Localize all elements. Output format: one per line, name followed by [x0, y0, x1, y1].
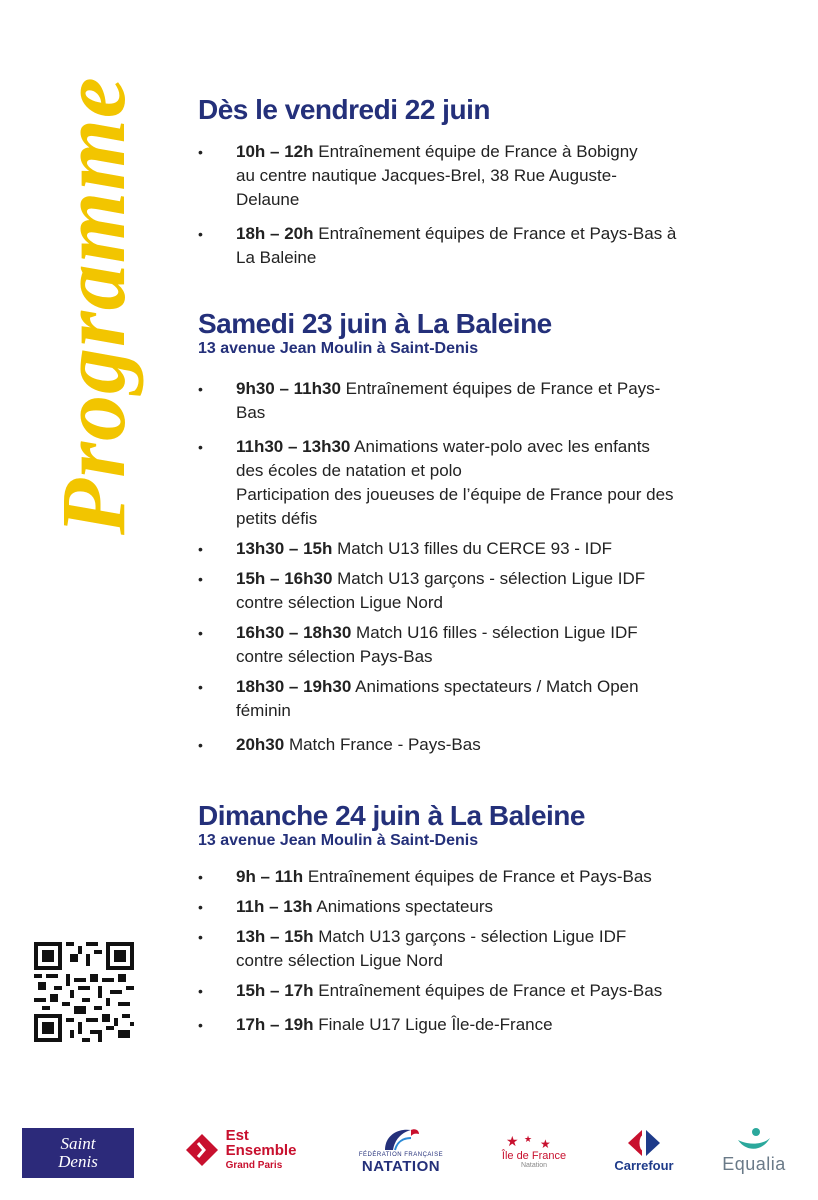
item-text: Entraînement équipes de France et Pays-Bas — [307, 866, 652, 886]
est-ensemble-icon — [184, 1132, 220, 1168]
item-text: contre sélection Pays-Bas — [236, 646, 433, 666]
ile-de-france-natation-logo — [486, 1118, 582, 1182]
time-range: 9h – 11h — [236, 866, 304, 886]
list-item — [198, 621, 778, 669]
list-item — [198, 979, 778, 1003]
list-item — [198, 537, 778, 561]
logo-text: NATATION — [361, 1157, 441, 1175]
time-range: 16h30 – 18h30 — [236, 622, 352, 642]
time-range: 15h – 16h30 — [236, 568, 333, 588]
list-item — [198, 1013, 778, 1037]
section-friday — [198, 94, 778, 270]
time-range: 20h30 — [236, 734, 285, 754]
logo-text: Ensemble — [225, 1141, 297, 1159]
equalia-icon — [734, 1126, 774, 1154]
section-address: 13 avenue Jean Moulin à Saint-Denis — [198, 832, 479, 850]
item-text: petits défis — [236, 508, 318, 528]
list-item — [198, 140, 778, 212]
schedule-list — [198, 865, 778, 1037]
svg-text:★: ★ — [524, 1134, 533, 1145]
section-address: 13 avenue Jean Moulin à Saint-Denis — [198, 340, 479, 358]
item-text: Entraînement équipe de France à Bobigny — [318, 142, 638, 162]
section-title: Dimanche 24 juin à La Baleine — [198, 800, 585, 831]
item-text: Match France - Pays-Bas — [288, 734, 481, 754]
item-text: Finale U17 Ligue Île-de-France — [318, 1014, 553, 1034]
list-item — [198, 925, 778, 973]
vertical-title: Programme — [42, 76, 144, 535]
list-item — [198, 435, 778, 531]
list-item — [198, 567, 778, 615]
item-text: Delaune — [236, 190, 300, 210]
list-item — [198, 222, 778, 270]
item-text: Animations water-polo avec les enfants — [354, 436, 650, 456]
time-range: 17h – 19h — [236, 1014, 314, 1034]
item-text: Participation des joueuses de l’équipe de France pour des — [236, 484, 674, 504]
equalia-logo — [706, 1118, 802, 1182]
item-text: Match U13 garçons - sélection Ligue IDF — [337, 568, 646, 588]
time-range: 15h – 17h — [236, 980, 314, 1000]
logo-text: Île de France — [501, 1149, 567, 1162]
logo-text: Grand Paris — [225, 1159, 283, 1171]
item-text: Entraînement équipes de France et Pays-Bas — [318, 980, 663, 1000]
stars-icon — [504, 1132, 564, 1150]
item-text: féminin — [236, 700, 291, 720]
item-text: Entraînement équipes de France et Pays-Bas à — [318, 224, 677, 244]
logo-text: Saint — [60, 1134, 96, 1153]
logo-text: Equalia — [722, 1153, 786, 1174]
item-text: La Baleine — [236, 248, 317, 268]
list-item — [198, 675, 778, 723]
list-item — [198, 865, 778, 889]
logo-text: Est — [225, 1126, 249, 1144]
time-range: 11h30 – 13h30 — [236, 436, 351, 456]
item-text: contre sélection Ligue Nord — [236, 950, 443, 970]
item-text: Match U16 filles - sélection Ligue IDF — [356, 622, 638, 642]
rooster-icon — [381, 1126, 421, 1152]
section-saturday — [198, 308, 778, 757]
carrefour-icon — [626, 1128, 662, 1158]
logo-text: Denis — [58, 1152, 98, 1171]
qr-code[interactable] — [34, 942, 134, 1042]
time-range: 13h – 15h — [236, 926, 314, 946]
schedule-list — [198, 140, 778, 270]
logo-text: Carrefour — [614, 1157, 674, 1173]
section-title: Dès le vendredi 22 juin — [198, 94, 490, 125]
natation-logo — [338, 1118, 464, 1182]
item-text: Animations spectateurs / Match Open — [355, 676, 639, 696]
item-text: Match U13 filles du CERCE 93 - IDF — [337, 538, 613, 558]
list-item — [198, 377, 778, 425]
item-text: contre sélection Ligue Nord — [236, 592, 443, 612]
saint-denis-logo — [22, 1128, 134, 1178]
section-sunday — [198, 800, 778, 1037]
list-item — [198, 895, 778, 919]
item-text: Entraînement équipes de France et Pays- — [345, 378, 661, 398]
logo-text: Natation — [520, 1161, 548, 1169]
item-text: des écoles de natation et polo — [236, 460, 462, 480]
time-range: 13h30 – 15h — [236, 538, 333, 558]
item-text: Match U13 garçons - sélection Ligue IDF — [318, 926, 627, 946]
item-text: Bas — [236, 402, 266, 422]
schedule-list — [198, 377, 778, 757]
time-range: 18h – 20h — [236, 224, 314, 244]
time-range: 11h – 13h — [236, 896, 313, 916]
svg-text:★: ★ — [540, 1136, 551, 1150]
time-range: 18h30 – 19h30 — [236, 676, 352, 696]
svg-text:★: ★ — [506, 1133, 519, 1150]
est-ensemble-logo — [170, 1118, 310, 1182]
item-text: Animations spectateurs — [316, 896, 494, 916]
section-title: Samedi 23 juin à La Baleine — [198, 308, 552, 339]
item-text: au centre nautique Jacques-Brel, 38 Rue Auguste- — [236, 166, 617, 186]
time-range: 10h – 12h — [236, 142, 314, 162]
time-range: 9h30 – 11h30 — [236, 378, 341, 398]
logo-text: FÉDÉRATION FRANÇAISE — [358, 1151, 444, 1158]
carrefour-logo — [604, 1118, 684, 1182]
list-item — [198, 733, 778, 757]
